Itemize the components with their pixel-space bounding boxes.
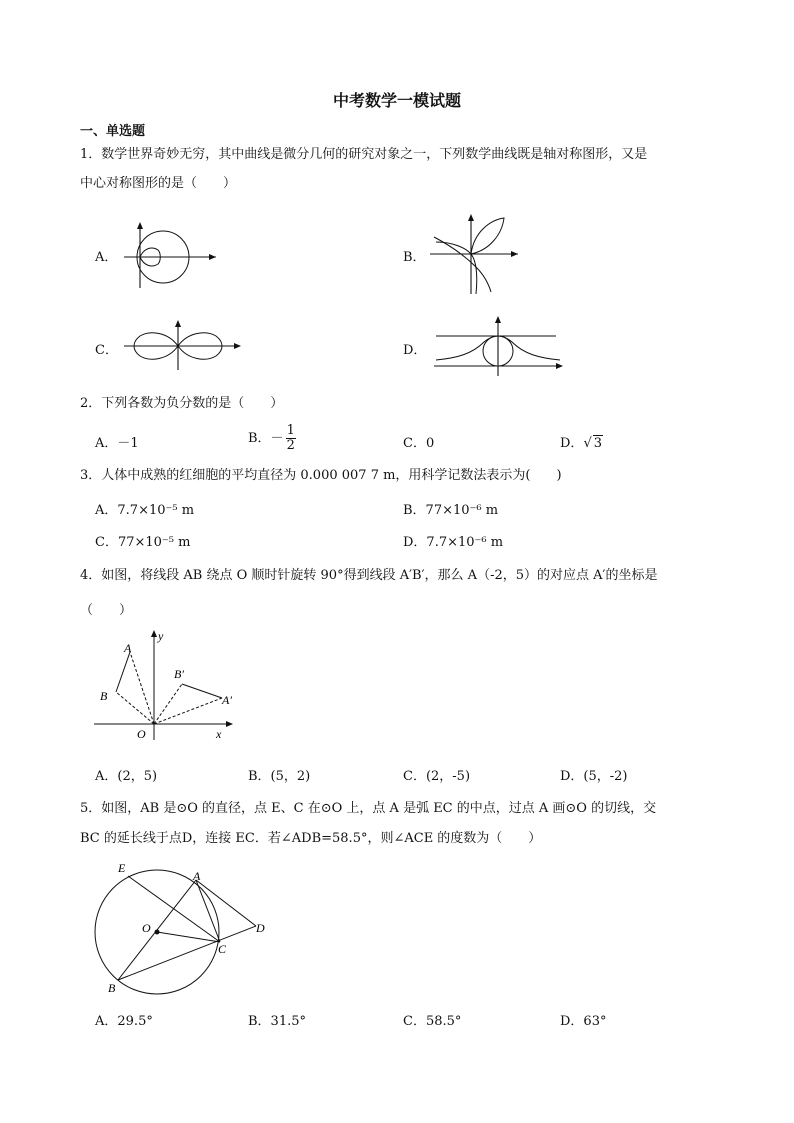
q1-figure-a-cardioid bbox=[120, 220, 220, 292]
q4-stem-line2: （ ） bbox=[80, 603, 133, 618]
q2-option-b-fraction bbox=[286, 424, 296, 453]
q1-figure-c-lemniscate bbox=[120, 318, 245, 373]
q5-option-d: D．63° bbox=[560, 1014, 607, 1029]
label-b: B bbox=[100, 689, 108, 703]
q2-option-d-prefix: D． bbox=[560, 436, 584, 451]
q4-option-b: B．(5，2) bbox=[248, 769, 311, 784]
label-b-prime: B′ bbox=[174, 667, 184, 681]
q1-figure-b-folium bbox=[428, 212, 523, 297]
q3-option-c: C．77×10⁻⁵ m bbox=[95, 535, 191, 550]
label-a-prime: A′ bbox=[222, 693, 232, 707]
q1-figure-d-witch bbox=[432, 314, 567, 376]
q2-option-a: A．－1 bbox=[95, 436, 139, 451]
q4-option-d: D．(5，-2) bbox=[560, 769, 628, 784]
q1-stem-line1: 1．数学世界奇妙无穷，其中曲线是微分几何的研究对象之一，下列数学曲线既是轴对称图形，又是 bbox=[80, 147, 648, 162]
q2-option-d-radicand: 3 bbox=[593, 436, 603, 451]
q1-option-b-label: B． bbox=[403, 250, 426, 265]
q4-option-a: A．(2，5) bbox=[95, 769, 158, 784]
q5-option-c: C．58.5° bbox=[403, 1014, 462, 1029]
label-c: C bbox=[218, 942, 227, 956]
q3-stem: 3．人体中成熟的红细胞的平均直径为 0.000 007 7 m，用科学记数法表示为( ) bbox=[80, 468, 562, 483]
q2-option-b bbox=[248, 424, 296, 453]
section-heading: 一、单选题 bbox=[80, 124, 146, 139]
q4-rotation-figure bbox=[92, 628, 237, 743]
q1-option-c-label: C． bbox=[95, 343, 118, 358]
label-b: B bbox=[108, 981, 116, 995]
label-a: A bbox=[124, 641, 132, 655]
q2-option-b-prefix: B．－ bbox=[248, 431, 284, 446]
label-d: D bbox=[256, 921, 265, 935]
fraction-denominator: 2 bbox=[286, 438, 295, 453]
label-a: A bbox=[193, 869, 201, 883]
fraction-numerator: 1 bbox=[286, 423, 295, 438]
q3-option-a: A．7.7×10⁻⁵ m bbox=[95, 503, 195, 518]
q5-option-a: A．29.5° bbox=[95, 1014, 153, 1029]
q4-option-c: C．(2，-5) bbox=[403, 769, 471, 784]
label-x: x bbox=[216, 727, 222, 741]
q5-stem-line1: 5．如图，AB 是⊙O 的直径，点 E、C 在⊙O 上，点 A 是弧 EC 的中点，过点 A 画⊙O 的切线，交 bbox=[80, 801, 657, 816]
q5-stem-line2: BC 的延长线于点D，连接 EC．若∠ADB=58.5°，则∠ACE 的度数为（ ） bbox=[80, 831, 542, 846]
label-o: O bbox=[137, 727, 146, 741]
q3-option-b: B．77×10⁻⁶ m bbox=[403, 503, 499, 518]
page-title: 中考数学一模试题 bbox=[332, 91, 461, 110]
q3-option-d: D．7.7×10⁻⁶ m bbox=[403, 535, 504, 550]
radical-sign: √ bbox=[583, 436, 592, 451]
q5-circle-tangent-figure bbox=[88, 858, 273, 998]
q2-option-d bbox=[560, 432, 603, 451]
q2-option-c: C．0 bbox=[403, 436, 435, 451]
q5-option-b: B．31.5° bbox=[248, 1014, 306, 1029]
label-o: O bbox=[142, 921, 151, 935]
label-e: E bbox=[118, 861, 126, 875]
q1-option-a-label: A． bbox=[95, 250, 118, 265]
q4-stem-line1: 4．如图，将线段 AB 绕点 O 顺时针旋转 90°得到线段 A′B′，那么 A（-2，5）的对应点 A′的坐标是 bbox=[80, 568, 658, 583]
label-y: y bbox=[158, 629, 164, 643]
q1-option-d-label: D． bbox=[403, 343, 427, 358]
q1-stem-line2: 中心对称图形的是（ ） bbox=[80, 176, 237, 191]
q2-stem: 2．下列各数为负分数的是（ ） bbox=[80, 396, 284, 411]
